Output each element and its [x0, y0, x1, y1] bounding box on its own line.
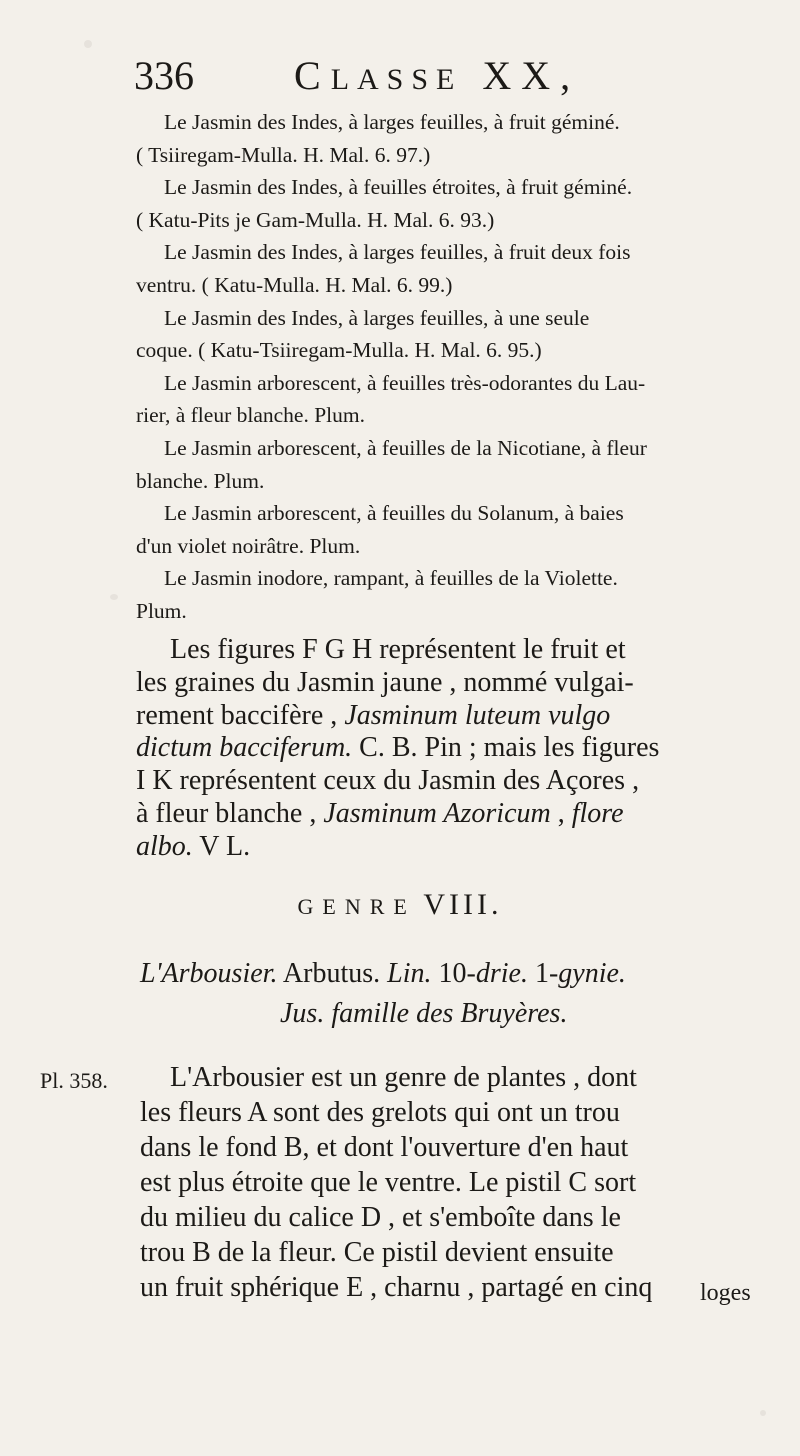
paragraph-line	[136, 831, 766, 864]
italic-run: Jasminum luteum vulgo	[344, 699, 611, 731]
species-entry	[136, 562, 764, 627]
text-run: à fleur blanche ,	[136, 797, 324, 829]
arbousier-paragraph	[140, 1060, 770, 1305]
species-entry	[136, 171, 764, 236]
entry-line: Le Jasmin des Indes, à larges feuilles, à fruit deux fois	[164, 240, 631, 265]
species-entry	[136, 236, 764, 301]
text-run: V L.	[192, 830, 251, 862]
entry-line: d'un violet noirâtre. Plum.	[136, 533, 361, 558]
genre-heading	[0, 888, 800, 922]
genre-numeral: VIII.	[423, 888, 503, 921]
running-title-rest: LASSE	[330, 63, 463, 96]
italic-run: Jasminum Azoricum	[323, 797, 551, 829]
page-header	[134, 52, 654, 102]
entry-line: Le Jasmin arborescent, à feuilles de la Nicotiane, à fleur	[164, 435, 647, 460]
ink-spot	[760, 1410, 766, 1416]
italic-run: albo.	[136, 830, 193, 862]
entry-line: ( Katu-Pits je Gam-Mulla. H. Mal. 6. 93.)	[136, 207, 495, 232]
catchword: loges	[700, 1280, 751, 1306]
species-entry	[136, 302, 764, 367]
text-run: Arbutus.	[277, 958, 388, 989]
paragraph-line: L'Arbousier est un genre de plantes , dont	[170, 1062, 637, 1093]
species-entry	[136, 367, 764, 432]
paragraph-line: trou B de la fleur. Ce pistil devient ensuite	[140, 1237, 614, 1268]
italic-run: dictum bacciferum.	[136, 732, 353, 764]
genus-title	[140, 954, 770, 1034]
paragraph-line: dans le fond B, et dont l'ouverture d'en haut	[140, 1132, 629, 1163]
species-entry	[136, 106, 764, 171]
paragraph-line: Les figures F G H représentent le fruit et	[170, 634, 626, 665]
species-entry	[136, 497, 764, 562]
entry-line: Le Jasmin arborescent, à feuilles très-odorantes du Lau-	[164, 370, 646, 395]
text-run: 10-	[431, 958, 476, 989]
paragraph-line	[136, 732, 766, 765]
text-run: 1-	[527, 958, 559, 989]
paragraph-line: les fleurs A sont des grelots qui ont un trou	[140, 1097, 620, 1128]
entry-line: rier, à fleur blanche. Plum.	[136, 403, 365, 428]
plate-reference: Pl. 358.	[40, 1068, 108, 1093]
running-title-numeral: XX,	[482, 53, 581, 98]
entry-line: coque. ( Katu-Tsiiregam-Mulla. H. Mal. 6. 95.)	[136, 338, 542, 363]
paragraph-line: les graines du Jasmin jaune , nommé vulgai-	[136, 666, 634, 698]
entry-line: Le Jasmin des Indes, à feuilles étroites, à fruit géminé.	[164, 175, 633, 200]
paragraph-line: du milieu du calice D , et s'emboîte dans le	[140, 1202, 621, 1233]
figures-paragraph	[136, 634, 766, 864]
entry-line: blanche. Plum.	[136, 468, 265, 493]
italic-run: flore	[571, 797, 624, 829]
italic-run: L'Arbousier.	[140, 958, 278, 989]
italic-run: drie.	[475, 958, 528, 989]
text-run: ,	[550, 797, 572, 829]
entry-line: Le Jasmin arborescent, à feuilles du Solanum, à baies	[164, 501, 624, 526]
entry-line: Plum.	[136, 598, 187, 623]
italic-run: Lin.	[387, 958, 432, 989]
running-title	[294, 52, 580, 99]
species-entry	[136, 432, 764, 497]
paragraph-line	[136, 700, 766, 733]
species-list	[136, 106, 764, 628]
paragraph-line	[136, 798, 766, 831]
genus-title-line	[140, 954, 770, 994]
entry-line: ( Tsiiregam-Mulla. H. Mal. 6. 97.)	[136, 142, 431, 167]
entry-line: ventru. ( Katu-Mulla. H. Mal. 6. 99.)	[136, 272, 453, 297]
genus-family-line: Jus. famille des Bruyères.	[280, 998, 568, 1029]
paragraph-line: I K représentent ceux du Jasmin des Açores ,	[136, 765, 640, 797]
entry-line: Le Jasmin inodore, rampant, à feuilles de la Violette.	[164, 566, 618, 591]
paragraph-line: un fruit sphérique E , charnu , partagé en cinq	[140, 1272, 653, 1303]
genre-word: GENRE	[297, 894, 416, 919]
running-title-initial: C	[294, 53, 331, 98]
text-run: C. B. Pin ; mais les figures	[352, 732, 660, 764]
paragraph-line: est plus étroite que le ventre. Le pistil C sort	[140, 1167, 637, 1198]
page-number: 336	[134, 53, 194, 98]
text-run: rement baccifère ,	[136, 699, 345, 731]
italic-run: gynie.	[558, 958, 626, 989]
entry-line: Le Jasmin des Indes, à larges feuilles, à fruit géminé.	[164, 110, 620, 134]
ink-spot	[84, 40, 92, 48]
entry-line: Le Jasmin des Indes, à larges feuilles, à une seule	[164, 305, 590, 330]
ink-spot	[110, 594, 118, 600]
